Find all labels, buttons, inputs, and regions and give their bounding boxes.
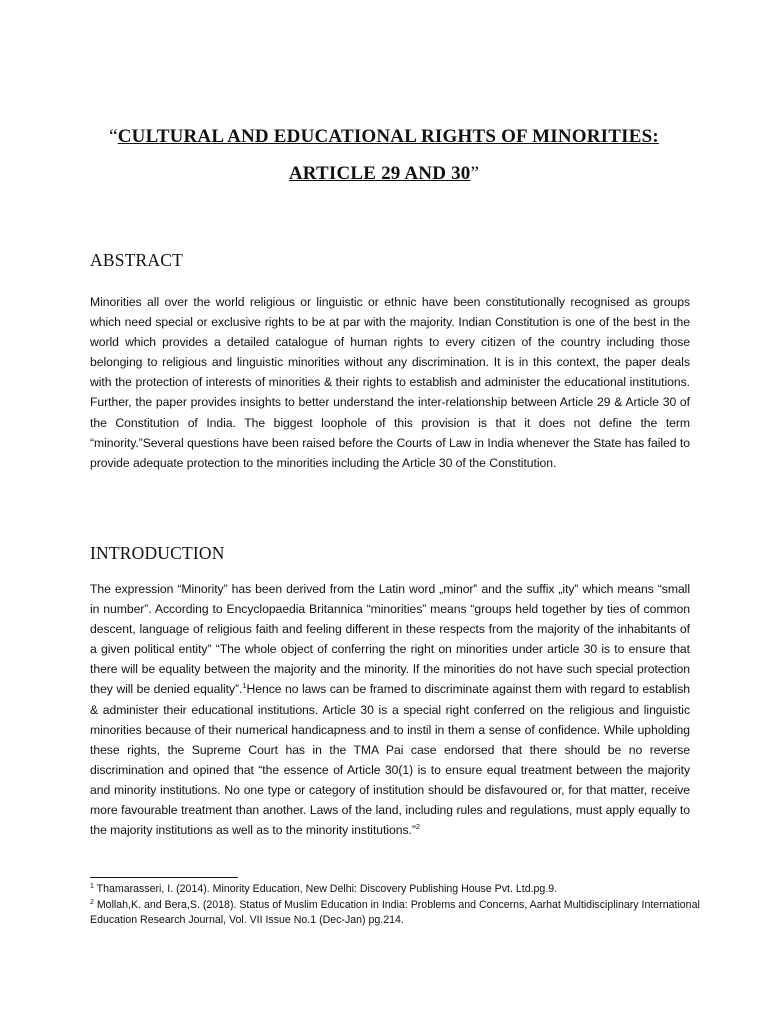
footnotes [90, 882, 700, 929]
abstract-heading: ABSTRACT [90, 250, 184, 270]
footnote-ref-2: 2 [415, 822, 420, 832]
title-close-quote: ” [470, 163, 480, 184]
abstract-paragraph: Minorities all over the world religious or linguistic or ethnic have been constitutionally recognised as groups which need special or exclusive rights to be at par with the majority. Indian Constitution is one of the best in the world which provides a detailed catalogue of human rights to every citizen of the country including those belonging to religious and linguistic minorities without any discrimination. It is in this context, the paper deals with the protection of interests of minorities & their rights to establish and administer the educational institutions. Further, the paper provides insights to better understand the inter-relationship between Article 29 & Article 30 of the Constitution of India. The biggest loophole of this provision is that it does not define the term “minority.”Several questions have been raised before the Courts of Law in India whenever the State has failed to provide adequate protection to the minorities including the Article 30 of the Constitution. [90, 295, 690, 470]
title-text-line-2: ARTICLE 29 AND 30 [288, 163, 471, 184]
footnote-2-number: 2 [90, 898, 94, 906]
footnote-separator [90, 877, 238, 878]
title-text-line-1: CULTURAL AND EDUCATIONAL RIGHTS OF MINORITIES: [117, 126, 659, 147]
introduction-text-part-1: The expression “Minority” has been derived from the Latin word „minor‟ and the suffix „ity‟ which means “small in number”. According to Encyclopaedia Britannica “minorities” means “groups held together by ties of common descent, language of religious faith and feeling different in these respects from the majority of the inhabitants of a given political entity” “The whole object of conferring the right on minorities under article 30 is to ensure that there will be equality between the majority and the minority. If the minorities do not have such special protection they will be denied equality”. [90, 582, 690, 697]
footnote-2 [90, 898, 700, 929]
title-line-2 [60, 163, 708, 185]
title-open-quote: “ [109, 126, 118, 147]
footnote-1 [90, 882, 700, 898]
footnote-1-text: Thamarasseri, I. (2014). Minority Education, New Delhi: Discovery Publishing House Pvt. Ltd.pg.9. [93, 883, 558, 895]
title-line-1 [60, 126, 708, 148]
introduction-heading: INTRODUCTION [90, 543, 225, 563]
footnote-1-number: 1 [90, 883, 94, 890]
introduction-text-part-2: Hence no laws can be framed to discriminate against them with regard to establish & administer their educational institutions. Article 30 is a special right conferred on the religious and linguistic minorities because of their numerical handicapness and to instil in them a sense of confidence. While upholding these rights, the Supreme Court has in the TMA Pai case endorsed that there should be no reverse discrimination and opined that “the essence of Article 30(1) is to ensure equal treatment between the majority and minority institutions. No one type or category of institution should be disfavoured or, for that matter, receive more favourable treatment than another. Laws of the land, including rules and regulations, must apply equally to the majority institutions as well as to the minority institutions.” [90, 682, 690, 838]
footnote-ref-1: 1 [242, 681, 247, 691]
introduction-paragraph [90, 579, 690, 840]
footnote-2-text: Mollah,K. and Bera,S. (2018). Status of Muslim Education in India: Problems and Concerns, Aarhat Multidisciplinary International Education Research Journal, Vol. VII Issue No.1 (Dec-Jan) pg.214. [90, 898, 700, 927]
